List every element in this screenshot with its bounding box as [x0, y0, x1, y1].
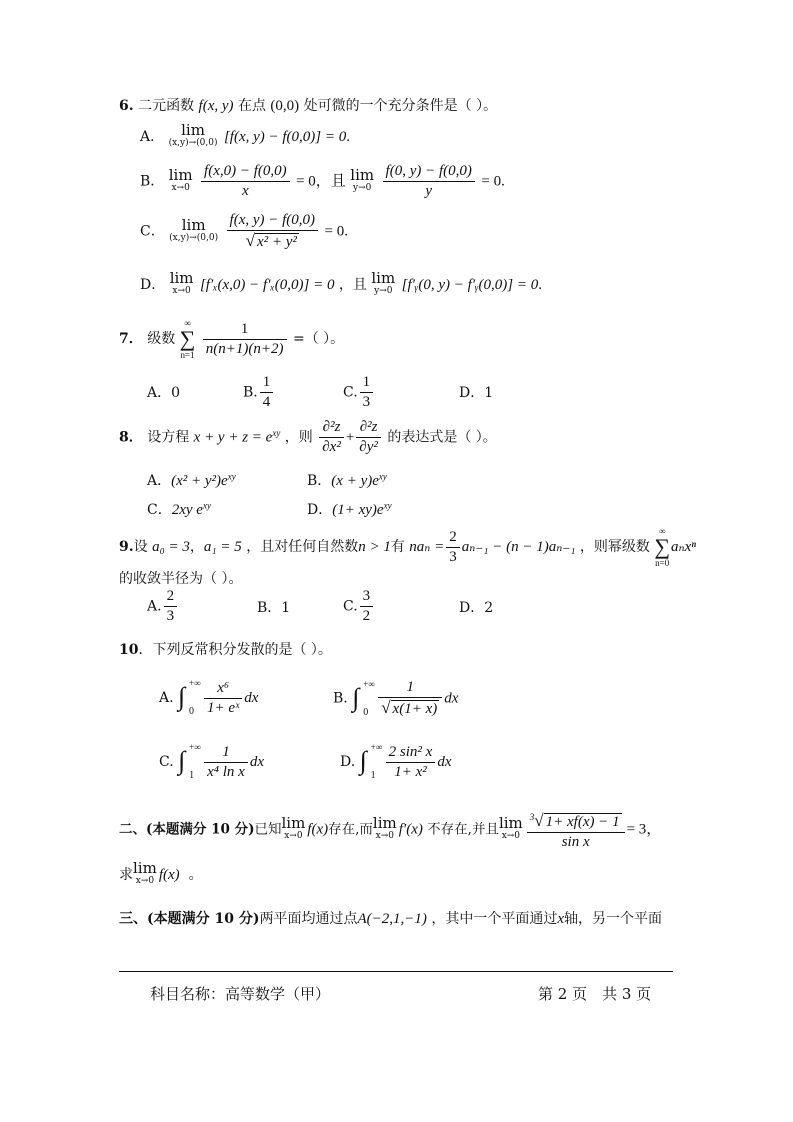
q10-option-b: B. ∫ +∞ 0 $\frac{1}{√ x(1+ x)}$ dx	[333, 678, 459, 718]
section-2: 二、(本题满分 10 分)已知 lim x→0 f(x)存在,而 lim x→0 f′(x) 不存在,并且 lim x→0 $\frac{^3√ 1+ xf(x) - 1}{\text{sin x}}$ = 3，	[119, 808, 661, 852]
q6-stem: 6. 二元函数 f(x, y) 在点 (0,0) 处可微的一个充分条件是（ ）。	[119, 98, 498, 114]
q6-option-c: C． lim (x,y)→(0,0) $\frac{f(x, y) - f(0,0)}{\text{√ x² + y²}}$ = 0.	[140, 212, 348, 250]
q7-stem: 7． 级数 ∞ ∑ n=1 $\frac{1}{n(n+1)(n+2)}$ =（ ）。	[119, 318, 345, 360]
footer-rule	[119, 971, 673, 972]
sum-symbol: ∞ ∑ n=1	[179, 318, 196, 360]
q6-option-b: B． lim x→0 $\frac{f(x,0) - f(0,0)}{x}$ = 0，且 lim y→0 $\frac{f(0, y) - f(0,0)}{y}$ = 0.	[140, 163, 505, 199]
q8-option-d: D．$(1+ xy)e^{xy}$	[307, 500, 392, 518]
sum-symbol: ∞ ∑ n=0	[654, 526, 671, 568]
section-3: 三、(本题满分 10 分)两平面均通过点A(−2,1,−1) ，其中一个平面通过x轴，另一个平面	[119, 911, 663, 927]
integral-symbol: ∫ +∞ 0	[352, 678, 375, 718]
q8-stem: 8． 设方程 $x + y + z = e^{xy}$ ，则 $\frac{\text{∂²z}}{\text{∂x²}}$ + $\frac{\text{∂²z}}{\text{∂y²}}$ 的表达式是（ ）。	[119, 419, 497, 455]
q6-option-d: D． lim x→0 [f′ₓ(x,0) − f′ₓ(0,0)] = 0 ，且 lim y→0 [f′ᵧ(0, y) − f′ᵧ(0,0)] = 0.	[140, 269, 543, 296]
q10-option-a: A. ∫ +∞ 0 $\frac{\text{x⁶}}{\text{1+ eˣ}}$ dx	[159, 678, 259, 717]
section-2-line2: 求 lim x→0 f(x) 。	[119, 859, 203, 886]
q9-stem: 9.设 a₀ = 3，a₁ = 5 ，且对任何自然数n > 1有 naₙ = $\frac{2}{3}$ aₙ₋₁ − (n − 1)aₙ₋₁ ，则幂级数 ∞ ∑ n=0 aₙxⁿ	[119, 526, 696, 568]
footer-subject: 科目名称：高等数学（甲）	[150, 985, 331, 1003]
q10-option-c: C. ∫ +∞ 1 $\frac{1}{\text{x⁴ ln x}}$ dx	[159, 742, 264, 781]
q6-option-a: A． lim (x,y)→(0,0) [f(x, y) − f(0,0)] = 0.	[140, 121, 351, 148]
q10-stem: 10．下列反常积分发散的是（ ）。	[119, 642, 332, 658]
exam-page: 6. 二元函数 f(x, y) 在点 (0,0) 处可微的一个充分条件是（ ）。 A． lim (x,y)→(0,0) [f(x, y) − f(0,0)] = 0. B． lim x→0 $\frac{f(x,0) - f(0,0)}{x}$ = 0，且 lim y→0 $\frac{f(0, y) - f(0,0)}{y}$ = 0. C． lim (x,y)→(0,0) $\frac{f(x, y) - f(0,0)}{\text{√ x² + y²}}$ = 0. D． lim x→0 [f′ₓ(x,0) − f′ₓ(0,0)] = 0 ，且 lim y→0 [f′ᵧ(0, y) − f′ᵧ(0,0)] = 0. 7． 级数 ∞ ∑ n=1 $\frac{1}{n(n+1)(n+2)}$ =（ ）。 A．0 B. $\frac{1}{4}$ C. $\frac{1}{3}$ D．1 8． 设方程 $x + y + z = e^{xy}$ ，则 $\frac{\text{∂²z}}{\text{∂x²}}$ + $\frac{\text{∂²z}}{\text{∂y²}}$ 的表达式是（ ）。 A．$(x^2 + y^2)e^{xy}$ B．$(x + y)e^{xy}$ C．2xy $e^{xy}$ D．$(1+ xy)e^{xy}$ 9.设 a₀ = 3，a₁ = 5 ，且对任何自然数n > 1有 naₙ = $\frac{2}{3}$ aₙ₋₁ − (n − 1)aₙ₋₁ ，则幂级数 ∞ ∑ n=0 aₙxⁿ 的收敛半径为（ ）。 A. $\frac{2}{3}$ B．1 C. $\frac{3}{2}$ D．2 10．下列反常积分发散的是（ ）。 A. ∫ +∞ 0 $\frac{\text{x⁶}}{\text{1+ eˣ}}$ dx B. ∫ +∞ 0 $\frac{1}{√ x(1+ x)}$ dx C. ∫ +∞ 1 $\frac{1}{\text{x⁴ ln x}}$ dx D. ∫ +∞ 1 $\frac{\text{2 sin² x}}{\text{1+ x²}}$ dx 二、(本题满分 10 分)已知 lim x→0 f(x)存在,而 lim x→0 f′(x) 不存在,并且 lim x→0 $\frac{^3√ 1+ xf(x) - 1}{\text{sin x}}$ = 3， 求 lim x→0 f(x) 。 三、(本题满分 10 分)两平面均通过点A(−2,1,−1) ，其中一个平面通过x轴，另一个平面 科目名称：高等数学（甲） 第 2 页 共 3 页	[0, 0, 793, 1122]
integral-symbol: ∫ +∞ 1	[178, 742, 201, 781]
q10-option-d: D. ∫ +∞ 1 $\frac{\text{2 sin² x}}{\text{1+ x²}}$ dx	[340, 742, 452, 781]
footer-page-number: 第 2 页 共 3 页	[538, 985, 652, 1003]
q8-option-a: A．$(x^2 + y^2)e^{xy}$	[147, 471, 236, 489]
integral-symbol: ∫ +∞ 1	[359, 742, 383, 781]
q8-option-c: C．2xy $e^{xy}$	[147, 500, 211, 518]
q9-line2: 的收敛半径为（ ）。	[119, 571, 243, 587]
integral-symbol: ∫ +∞ 0	[178, 678, 201, 717]
q8-option-b: B．$(x + y)e^{xy}$	[307, 471, 387, 489]
